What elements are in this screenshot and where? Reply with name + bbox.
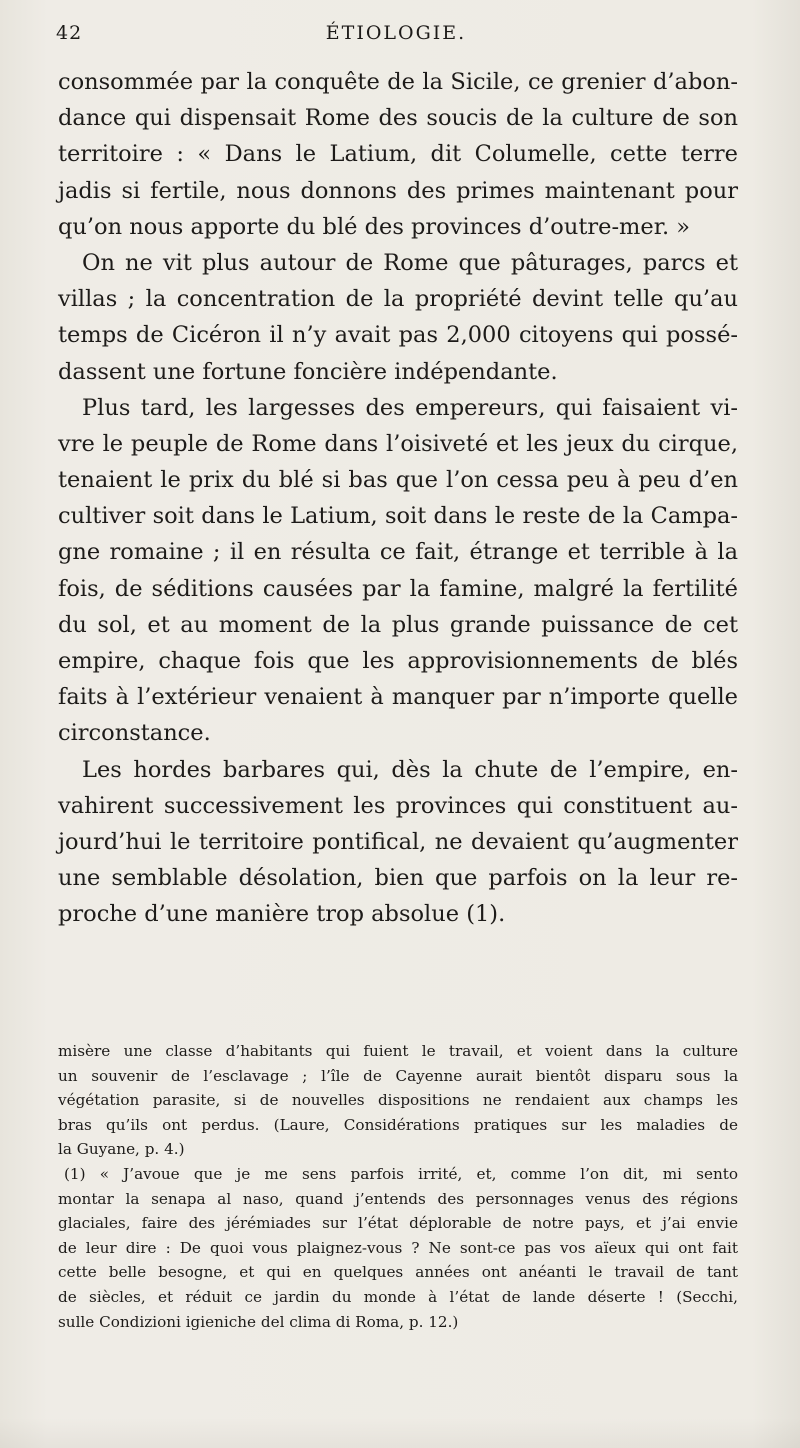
text-line: jourd’hui le territoire pontifical, ne devaient qu’augmenter — [58, 828, 738, 855]
text-line: villas ; la concentration de la propriété devint telle qu’au — [58, 286, 738, 313]
footnote-line: montar la senapa al naso, quand j’entends des personnages venus des régions — [58, 1189, 738, 1208]
page-edge-shadow — [0, 1418, 800, 1448]
text-line: empire, chaque fois que les approvisionnements de blés — [58, 648, 738, 674]
footnote-start-line: (1) « J’avoue que je me sens parfois irrité, et, comme l’on dit, mi sento — [64, 1164, 738, 1183]
footnote-line: végétation parasite, si de nouvelles dispositions ne rendaient aux champs les — [58, 1091, 738, 1110]
footnotes — [58, 1039, 738, 1334]
running-title: ÉTIOLOGIE. — [325, 22, 467, 44]
text-line: jadis si fertile, nous donnons des primes maintenant pour — [58, 177, 738, 204]
text-line: proche d’une manière trop absolue (1). — [58, 901, 506, 928]
footnote-line: bras qu’ils ont perdus. (Laure, Considérations pratiques sur les maladies de — [58, 1115, 738, 1134]
footnote-line: de siècles, et réduit ce jardin du monde à l’état de lande déserte ! (Secchi, — [58, 1287, 738, 1306]
footnote-line: cette belle besogne, et qui en quelques années ont anéanti le travail de tant — [58, 1263, 738, 1282]
footnote-line: un souvenir de l’esclavage ; l’île de Cayenne aurait bientôt disparu sous la — [58, 1066, 738, 1085]
text-line: gne romaine ; il en résulta ce fait, étrange et terrible à la — [58, 539, 738, 566]
page-header — [56, 22, 736, 52]
text-line: dance qui dispensait Rome des soucis de la culture de son — [58, 105, 738, 132]
paragraph-start-line: Les hordes barbares qui, dès la chute de l’empire, en- — [82, 756, 738, 783]
text-line: une semblable désolation, bien que parfois on la leur re- — [58, 865, 738, 892]
paragraph-start-line: Plus tard, les largesses des empereurs, qui faisaient vi- — [82, 394, 738, 421]
text-line: cultiver soit dans le Latium, soit dans le reste de la Campa- — [58, 503, 738, 530]
text-line: vre le peuple de Rome dans l’oisiveté et les jeux du cirque, — [58, 430, 738, 457]
paragraph-start-line: On ne vit plus autour de Rome que pâturages, parcs et — [82, 249, 738, 276]
text-line: vahirent successivement les provinces qui constituent au- — [58, 792, 738, 819]
text-line: faits à l’extérieur venaient à manquer par n’importe quelle — [58, 684, 738, 711]
text-line: temps de Cicéron il n’y avait pas 2,000 citoyens qui possé- — [58, 322, 738, 349]
text-line: fois, de séditions causées par la famine, malgré la fertilité — [58, 575, 738, 602]
text-line: circonstance. — [58, 720, 211, 747]
text-line: dassent une fortune foncière indépendante. — [58, 358, 558, 385]
footnote-line: de leur dire : De quoi vous plaignez-vous ? Ne sont-ce pas vos aïeux qui ont fait — [58, 1238, 738, 1257]
text-line: tenaient le prix du blé si bas que l’on cessa peu à peu d’en — [58, 467, 738, 494]
footnote-line: misère une classe d’habitants qui fuient le travail, et voient dans la culture — [58, 1042, 738, 1060]
text-line: qu’on nous apporte du blé des provinces d’outre-mer. » — [58, 213, 691, 240]
text-line: du sol, et au moment de la plus grande puissance de cet — [58, 611, 738, 638]
page-number: 42 — [56, 22, 83, 44]
text-line: consommée par la conquête de la Sicile, ce grenier d’abon- — [58, 69, 738, 95]
footnote-line: sulle Condizioni igieniche del clima di Roma, p. 12.) — [58, 1312, 459, 1331]
footnote-line: la Guyane, p. 4.) — [58, 1140, 185, 1159]
main-text — [58, 64, 738, 933]
footnote-line: glaciales, faire des jérémiades sur l’état déplorable de notre pays, et j’ai envie — [58, 1214, 738, 1233]
text-line: territoire : « Dans le Latium, dit Columelle, cette terre — [58, 141, 738, 168]
